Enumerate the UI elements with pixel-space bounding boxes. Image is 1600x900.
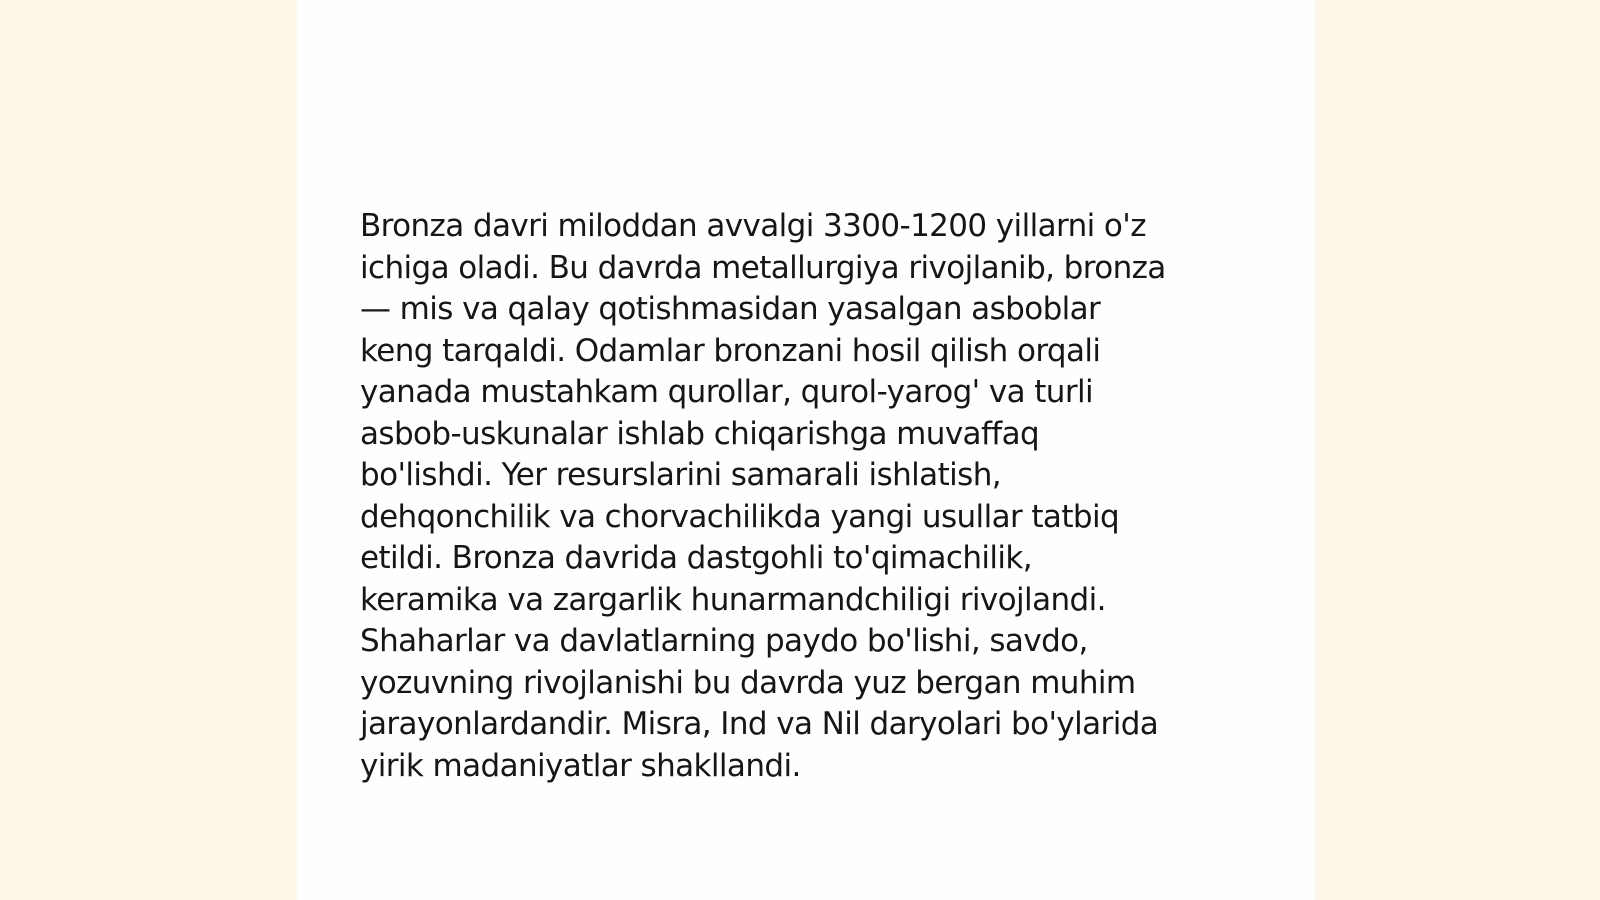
text-line: etildi. Bronza davrida dastgohli to'qimachilik, bbox=[360, 540, 1033, 576]
text-line: yozuvning rivojlanishi bu davrda yuz bergan muhim bbox=[360, 664, 1136, 701]
text-line: Bronza davri miloddan avvalgi 3300-1200 yillarni o'z bbox=[360, 208, 1146, 244]
text-line: keng tarqaldi. Odamlar bronzani hosil qilish orqali bbox=[360, 332, 1101, 369]
text-line: yirik madaniyatlar shakllandi. bbox=[360, 747, 801, 784]
text-line: dehqonchilik va chorvachilikda yangi usullar tatbiq bbox=[360, 498, 1120, 535]
text-line: keramika va zargarlik hunarmandchiligi rivojlandi. bbox=[360, 581, 1106, 618]
text-line: ichiga oladi. Bu davrda metallurgiya rivojlanib, bronza bbox=[360, 249, 1166, 286]
text-line: Shaharlar va davlatlarning paydo bo'lishi, savdo, bbox=[360, 623, 1088, 659]
text-line: — mis va qalay qotishmasidan yasalgan asboblar bbox=[360, 291, 1101, 327]
text-line: bo'lishdi. Yer resurslarini samarali ishlatish, bbox=[360, 457, 1001, 493]
slide-body-text bbox=[360, 206, 1260, 787]
text-line: jarayonlardandir. Misra, Ind va Nil daryolari bo'ylarida bbox=[360, 706, 1159, 742]
text-line: yanada mustahkam qurollar, qurol-yarog' va turli bbox=[360, 374, 1094, 410]
text-line: asbob-uskunalar ishlab chiqarishga muvaffaq bbox=[360, 415, 1040, 452]
slide bbox=[297, 0, 1315, 900]
